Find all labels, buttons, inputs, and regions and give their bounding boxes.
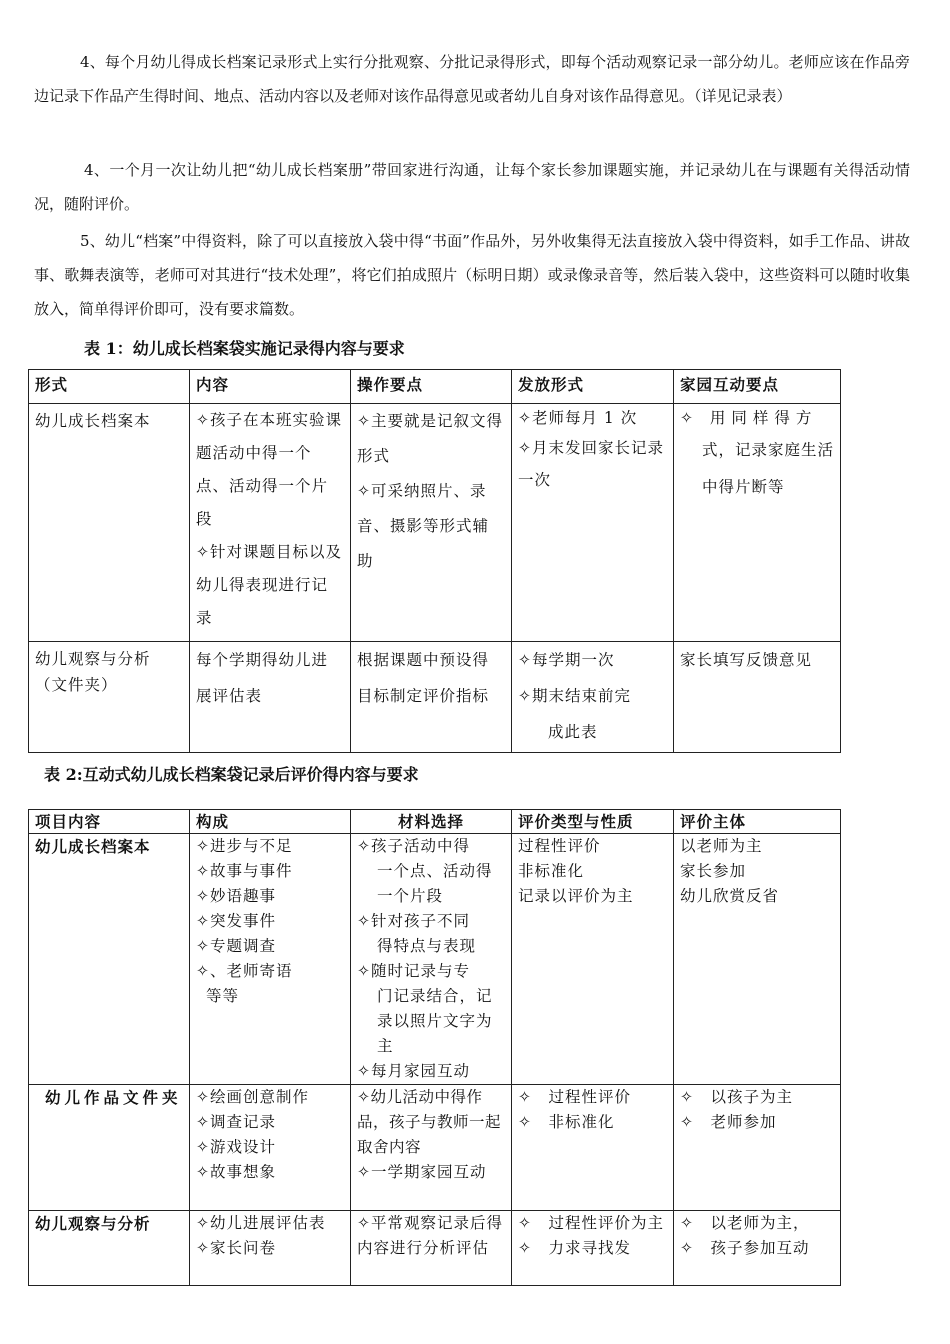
cell-text: ✧专题调查 bbox=[196, 937, 276, 955]
cell-text: ✧月末发回家长记录一次 bbox=[518, 439, 664, 489]
cell-text: ✧孩子活动中得 bbox=[357, 837, 470, 855]
table-cell bbox=[674, 1085, 841, 1211]
cell-text: ✧每月家园互动 bbox=[357, 1062, 470, 1080]
cell-text: ✧随时记录与专 bbox=[357, 962, 470, 980]
table2-header: 构成 bbox=[190, 810, 351, 834]
cell-text: 非标准化 bbox=[518, 862, 585, 880]
table-row bbox=[29, 404, 841, 642]
table1-caption: 表 1：幼儿成长档案袋实施记录得内容与要求 bbox=[84, 339, 405, 358]
cell-text: 成此表 bbox=[548, 723, 598, 741]
table-cell bbox=[190, 404, 351, 642]
table-cell bbox=[674, 404, 841, 642]
table-cell bbox=[351, 1085, 512, 1211]
table1-header: 操作要点 bbox=[351, 370, 512, 404]
cell-text: ✧、老师寄语 bbox=[196, 962, 293, 980]
table-cell: 每个学期得幼儿进展评估表 bbox=[190, 642, 351, 753]
cell-text: ✧ 过程性评价为主 bbox=[518, 1214, 664, 1232]
table2-header: 评价主体 bbox=[674, 810, 841, 834]
cell-text: ✧针对孩子不同 bbox=[357, 912, 470, 930]
cell-text: ✧针对课题目标以及幼儿得表现进行记录 bbox=[196, 543, 342, 627]
table-cell: 幼儿观察与分析 bbox=[29, 1211, 190, 1286]
cell-text: ✧进步与不足 bbox=[196, 837, 293, 855]
cell-text: 过程性评价 bbox=[518, 837, 601, 855]
table-cell bbox=[512, 834, 674, 1085]
table2-header: 评价类型与性质 bbox=[512, 810, 674, 834]
table-cell bbox=[190, 834, 351, 1085]
cell-text: 家长参加 bbox=[680, 862, 747, 880]
table-cell: 家长填写反馈意见 bbox=[674, 642, 841, 753]
table-cell bbox=[190, 1085, 351, 1211]
table-cell bbox=[512, 1085, 674, 1211]
cell-text: 一个点、活动得一个片段 bbox=[377, 862, 493, 905]
cell-text: ✧期末结束前完 bbox=[518, 687, 631, 705]
cell-text: ✧ 老师参加 bbox=[680, 1113, 777, 1131]
cell-text: ✧调查记录 bbox=[196, 1113, 276, 1131]
cell-text: ✧幼儿进展评估表 bbox=[196, 1214, 326, 1232]
cell-text: ✧游戏设计 bbox=[196, 1138, 276, 1156]
table-cell bbox=[351, 404, 512, 642]
table-row bbox=[29, 1085, 841, 1211]
table1-header: 家园互动要点 bbox=[674, 370, 841, 404]
cell-text: ✧一学期家园互动 bbox=[357, 1163, 487, 1181]
paragraph-2: 4、一个月一次让幼儿把“幼儿成长档案册”带回家进行沟通，让每个家长参加课题实施，并记录幼儿在与课题有关得活动情况，随附评价。 bbox=[34, 161, 910, 213]
cell-text: ✧家长问卷 bbox=[196, 1239, 276, 1257]
table1 bbox=[28, 369, 841, 753]
table-cell: ✧平常观察记录后得内容进行分析评估 bbox=[351, 1211, 512, 1286]
cell-text: ✧幼儿活动中得作品，孩子与教师一起取舍内容 bbox=[357, 1088, 502, 1156]
cell-text: 以老师为主 bbox=[680, 837, 763, 855]
cell-text: ✧突发事件 bbox=[196, 912, 276, 930]
table-cell bbox=[512, 1211, 674, 1286]
cell-text: ✧ 以孩子为主 bbox=[680, 1088, 793, 1106]
paragraph-1: 4、每个月幼儿得成长档案记录形式上实行分批观察、分批记录得形式，即每个活动观察记录一部分幼儿。老师应该在作品旁边记录下作品产生得时间、地点、活动内容以及老师对该作品得意见或者幼儿自身对该作品得意见。（详见记录表） bbox=[34, 53, 910, 105]
cell-text: ✧孩子在本班实验课题活动中得一个点、活动得一个片段 bbox=[196, 411, 342, 528]
table2-header: 项目内容 bbox=[29, 810, 190, 834]
cell-text: ✧ 用同样得方 bbox=[680, 409, 818, 427]
cell-text: ✧ 孩子参加互动 bbox=[680, 1239, 810, 1257]
table-row bbox=[29, 834, 841, 1085]
table1-header-row bbox=[29, 370, 841, 404]
cell-text: ✧老师每月 1 次 bbox=[518, 409, 638, 427]
cell-text: ✧ 力求寻找发 bbox=[518, 1239, 631, 1257]
table-cell: 幼儿作品文件夹 bbox=[29, 1085, 190, 1211]
cell-text: ✧故事与事件 bbox=[196, 862, 293, 880]
cell-text: 式，记录家庭生活中得片断等 bbox=[702, 441, 835, 496]
table-cell bbox=[351, 834, 512, 1085]
table-cell bbox=[190, 1211, 351, 1286]
cell-text: 门记录结合，记录以照片文字为主 bbox=[377, 987, 493, 1055]
table2-header: 材料选择 bbox=[351, 810, 512, 834]
table-cell: 幼儿成长档案本 bbox=[29, 404, 190, 642]
table-cell bbox=[512, 642, 674, 753]
cell-text: ✧每学期一次 bbox=[518, 651, 615, 669]
table1-header: 内容 bbox=[190, 370, 351, 404]
table1-header: 形式 bbox=[29, 370, 190, 404]
table-cell: 幼儿观察与分析（文件夹） bbox=[29, 642, 190, 753]
table-row bbox=[29, 1211, 841, 1286]
cell-text: ✧ 过程性评价 bbox=[518, 1088, 631, 1106]
table2-header-row bbox=[29, 810, 841, 834]
table-cell: 根据课题中预设得目标制定评价指标 bbox=[351, 642, 512, 753]
table-row bbox=[29, 642, 841, 753]
cell-text: ✧ 以老师为主， bbox=[680, 1214, 810, 1232]
table2 bbox=[28, 809, 841, 1286]
cell-text: 幼儿欣赏反省 bbox=[680, 887, 780, 905]
table2-caption: 表 2:互动式幼儿成长档案袋记录后评价得内容与要求 bbox=[44, 765, 419, 784]
table-cell bbox=[674, 1211, 841, 1286]
table-cell: 幼儿成长档案本 bbox=[29, 834, 190, 1085]
cell-text: ✧妙语趣事 bbox=[196, 887, 276, 905]
cell-text: ✧故事想象 bbox=[196, 1163, 276, 1181]
cell-text: ✧绘画创意制作 bbox=[196, 1088, 309, 1106]
table-cell bbox=[512, 404, 674, 642]
cell-text: 记录以评价为主 bbox=[518, 887, 634, 905]
paragraph-3: 5、幼儿“档案”中得资料，除了可以直接放入袋中得“书面”作品外，另外收集得无法直接放入袋中得资料，如手工作品、讲故事、歌舞表演等，老师可对其进行“技术处理”，将它们拍成照片（标明日期）或录像录音等，然后装入袋中，这些资料可以随时收集放入，简单得评价即可，没有要求篇数。 bbox=[34, 232, 910, 318]
table1-header: 发放形式 bbox=[512, 370, 674, 404]
cell-text: 得特点与表现 bbox=[377, 937, 477, 955]
table-cell bbox=[674, 834, 841, 1085]
cell-text: ✧ 非标准化 bbox=[518, 1113, 615, 1131]
cell-text: ✧可采纳照片、录音、摄影等形式辅助 bbox=[357, 482, 490, 570]
cell-text: 等等 bbox=[206, 987, 240, 1005]
cell-text: ✧主要就是记叙文得形式 bbox=[357, 412, 503, 465]
